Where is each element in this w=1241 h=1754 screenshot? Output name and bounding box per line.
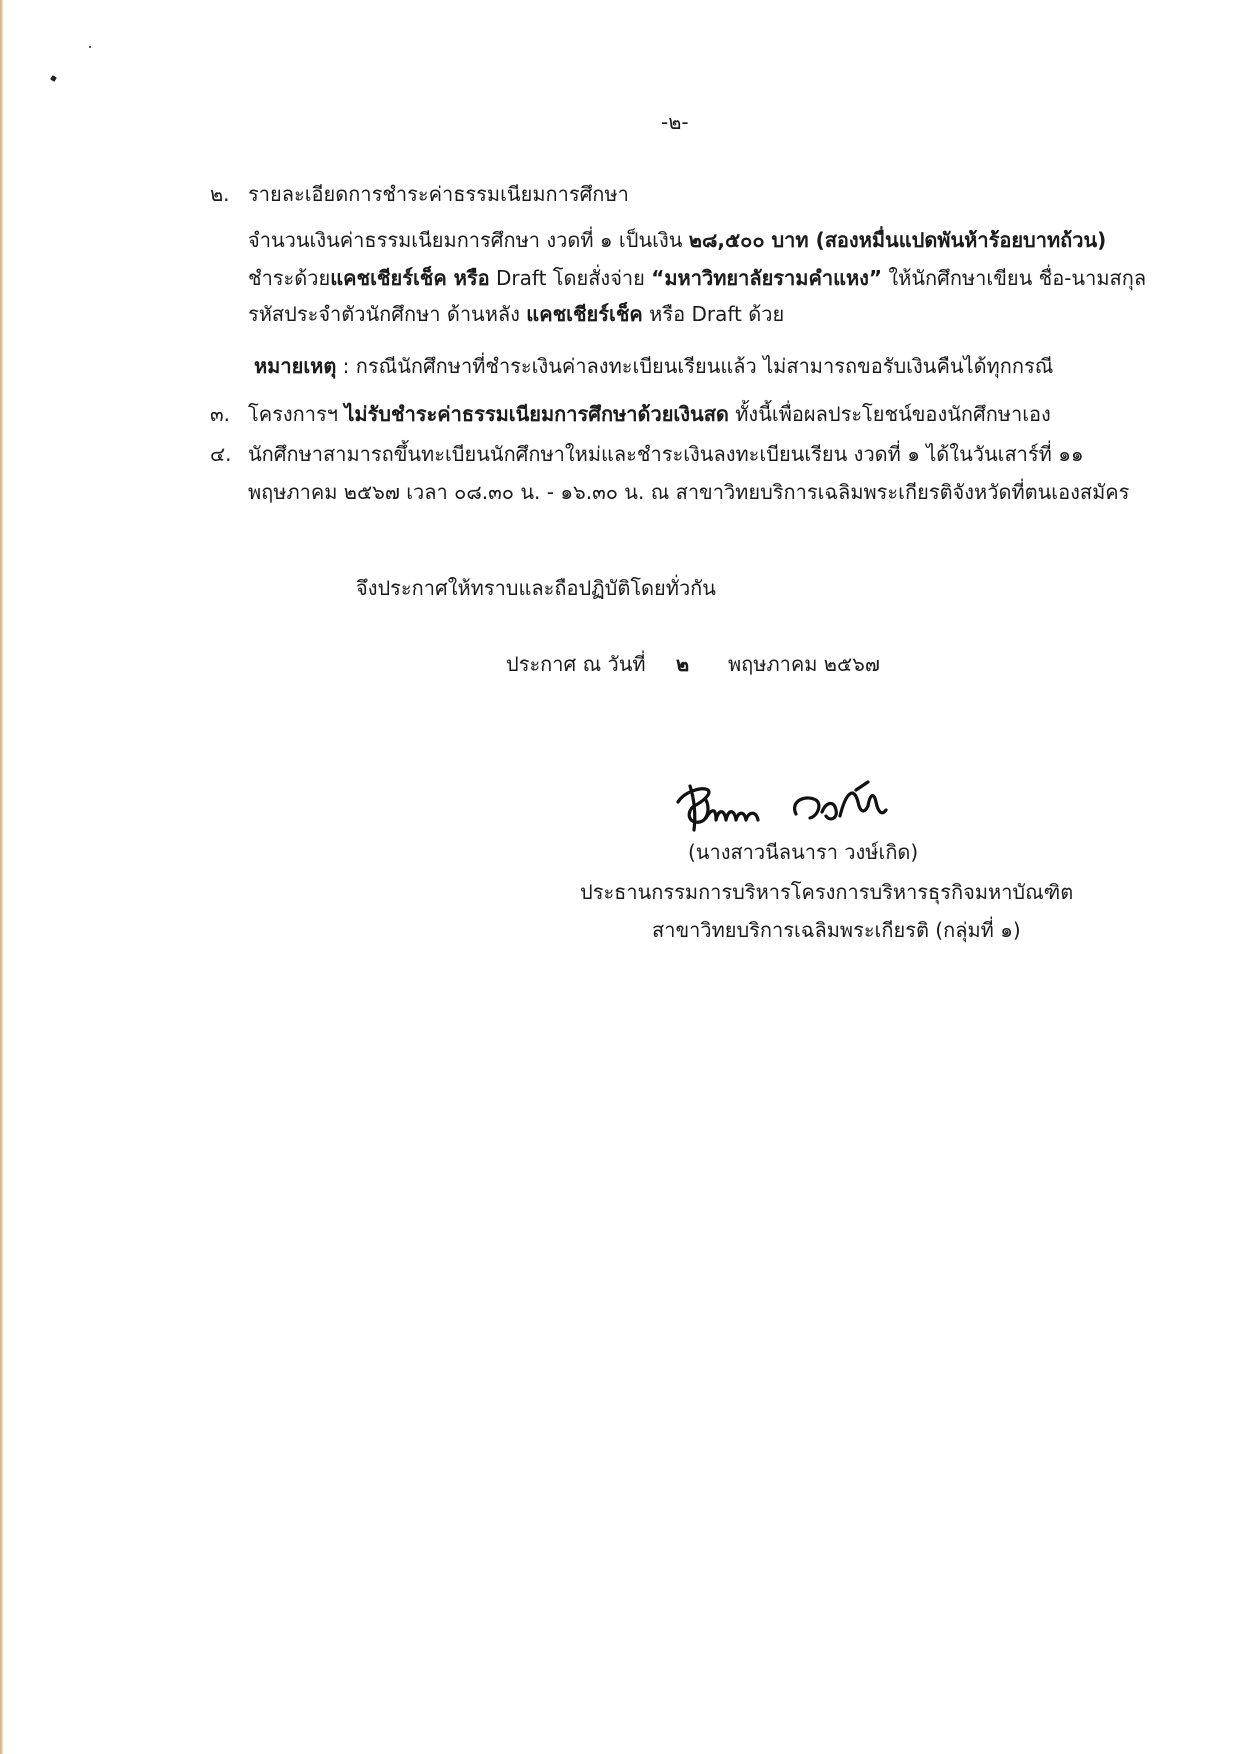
item-2-backside-line xyxy=(248,300,784,328)
item-3-part-b: ไม่รับชำระค่าธรรมเนียมการศึกษาด้วยเงินสด xyxy=(344,402,729,426)
payee-label: Draft โดยสั่งจ่าย xyxy=(489,266,652,290)
page-number: -๒- xyxy=(661,110,689,134)
backside-tail: หรือ Draft ด้วย xyxy=(642,302,785,326)
amount-value: ๒๘,๕๐๐ บาท (สองหมื่นแปดพันห้าร้อยบาทถ้วน) xyxy=(688,228,1107,252)
item-3-text xyxy=(248,400,1051,428)
signatory-name: (นางสาวนีลนารา วงษ์เกิด) xyxy=(688,840,919,864)
note-label: หมายเหตุ xyxy=(254,354,337,378)
signatory-position-line-1: ประธานกรรมการบริหารโครงการบริหารธุรกิจมหาบัณฑิต xyxy=(580,880,1074,904)
item-3-part-a: โครงการฯ xyxy=(248,402,345,426)
scan-speck xyxy=(89,46,91,48)
backside-label: รหัสประจำตัวนักศึกษา ด้านหลัง xyxy=(248,302,527,326)
scan-speck xyxy=(50,75,57,82)
amount-label: จำนวนเงินค่าธรรมเนียมการศึกษา งวดที่ ๑ เป็นเงิน xyxy=(248,228,689,252)
announcement-date-day: ๒ xyxy=(676,652,690,676)
announcement-date-prefix: ประกาศ ณ วันที่ xyxy=(506,652,646,676)
item-4-line-2: พฤษภาคม ๒๕๖๗ เวลา ๐๘.๓๐ น. - ๑๖.๓๐ น. ณ สาขาวิทยบริการเฉลิมพระเกียรติจังหวัดที่ตนเองสมัคร xyxy=(248,480,1130,504)
note-line xyxy=(254,352,1053,380)
payment-method: แคชเชียร์เช็ค หรือ xyxy=(330,266,490,290)
item-3-part-c: ทั้งนี้เพื่อผลประโยชน์ของนักศึกษาเอง xyxy=(728,402,1051,426)
backside-method: แคชเชียร์เช็ค xyxy=(526,302,643,326)
item-2-heading: รายละเอียดการชำระค่าธรรมเนียมการศึกษา xyxy=(248,182,629,206)
announcement-date-month-year: พฤษภาคม ๒๕๖๗ xyxy=(728,652,880,676)
item-2-number: ๒. xyxy=(210,182,230,206)
signatory-position-line-2: สาขาวิทยบริการเฉลิมพระเกียรติ (กลุ่มที่ ๑) xyxy=(652,918,1021,942)
closing-statement: จึงประกาศให้ทราบและถือปฏิบัติโดยทั่วกัน xyxy=(356,576,716,600)
item-4-line-1: นักศึกษาสามารถขึ้นทะเบียนนักศึกษาใหม่และชำระเงินลงทะเบียนเรียน งวดที่ ๑ ได้ในวันเสาร์ที่ ๑๑ xyxy=(248,442,1084,466)
handwritten-signature xyxy=(672,772,902,842)
scan-edge xyxy=(0,0,3,1754)
item-2-payment-line xyxy=(248,264,1146,292)
note-text: : กรณีนักศึกษาที่ชำระเงินค่าลงทะเบียนเรียนแล้ว ไม่สามารถขอรับเงินคืนได้ทุกกรณี xyxy=(336,354,1054,378)
payee-name: “มหาวิทยาลัยรามคำแหง” xyxy=(651,266,883,290)
payment-instruction: ให้นักศึกษาเขียน ชื่อ-นามสกุล xyxy=(882,266,1147,290)
item-2-amount-line xyxy=(248,226,1106,254)
item-4-number: ๔. xyxy=(210,442,232,466)
payment-method-label: ชำระด้วย xyxy=(248,266,331,290)
item-3-number: ๓. xyxy=(210,402,231,426)
